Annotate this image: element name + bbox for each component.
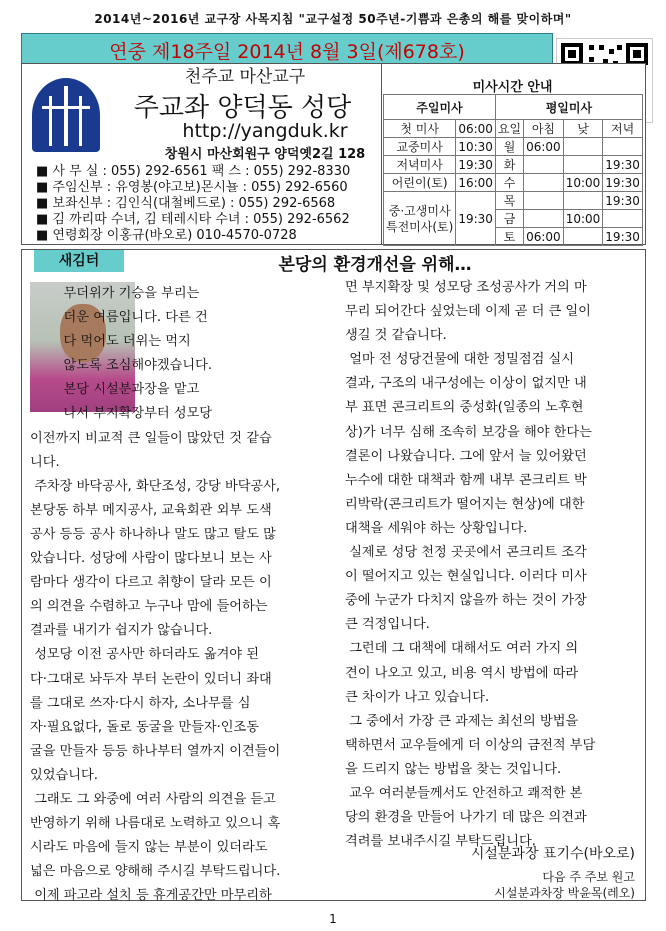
article-line: 큰 차이가 나고 있습니다. <box>345 689 490 705</box>
article-line: 않도록 조심해야겠습니다. <box>30 358 213 374</box>
weekday-evening <box>603 138 643 156</box>
article-line: 대책을 세워야 하는 상황입니다. <box>345 520 528 536</box>
weekday-noon: 10:00 <box>563 210 603 228</box>
weekday-day: 화 <box>495 156 523 174</box>
article-line: 상)가 너무 심해 조속히 보강을 해야 한다는 <box>345 424 592 440</box>
sunday-mass-name: 어린이(토) <box>384 174 456 192</box>
weekday-day: 토 <box>495 228 523 246</box>
article-left-column <box>30 282 335 908</box>
article-line: 이전까지 비교적 큰 일들이 많았던 것 같습 <box>30 430 272 446</box>
article-line: 이 떨어지고 있는 현실입니다. 이러다 미사 <box>345 569 587 585</box>
article-line: 결론이 나왔습니다. 그에 앞서 늘 있어왔던 <box>345 448 587 464</box>
article-line: 있었습니다. <box>30 767 98 783</box>
article-line: 실제로 성당 천정 곳곳에서 콘크리트 조각 <box>345 545 587 561</box>
sunday-mass-name: 교중미사 <box>384 138 456 156</box>
article-line: 리박락(콘크리트가 떨어지는 현상)에 대한 <box>345 496 585 512</box>
article-line: 그 중에서 가장 큰 과제는 최선의 방법을 <box>345 713 579 729</box>
weekday-morning <box>524 174 564 192</box>
article-line: 공사 등등 공사 하나하나 말도 많고 탈도 많 <box>30 526 276 542</box>
article-line: 았습니다. 성당에 사람이 많다보니 보는 사 <box>30 551 272 567</box>
article-line: 의 의견을 수렴하고 누구나 맘에 들어하는 <box>30 599 268 615</box>
article-line: 니다. <box>30 454 60 470</box>
weekday-day: 목 <box>495 192 523 210</box>
weekday-day: 수 <box>495 174 523 192</box>
sunday-mass-name: 중·고생미사 특전미사(토) <box>384 192 456 246</box>
article-line: 성모당 이전 공사만 하더라도 옮겨야 된 <box>30 647 259 663</box>
mass-schedule-title: 미사시간 안내 <box>472 80 553 95</box>
mass-schedule-table <box>383 94 643 246</box>
next-week-note: 다음 주 주보 원고 <box>542 870 635 884</box>
article-line: 큰 걱정입니다. <box>345 617 430 633</box>
contact-funeral-committee: ■ 연령회장 이홍규(바오로) 010-4570-0728 <box>36 228 297 243</box>
article-line: 자·필요없다, 돌로 동굴을 만들자·인조동 <box>30 719 259 735</box>
article-line: 택하면서 교우들에게 더 이상의 금전적 부담 <box>345 737 596 753</box>
weekday-col-header: 요일 <box>495 120 523 138</box>
weekday-morning <box>524 192 564 210</box>
article-line: 넓은 마음으로 양해해 주시길 부탁드립니다. <box>30 864 281 880</box>
sunday-mass-time: 06:00 <box>456 120 496 138</box>
article-signature: 시설분과장 표기수(바오로) <box>470 846 635 862</box>
article-line: 그런데 그 대책에 대해서도 여러 가지 의 <box>345 641 579 657</box>
church-website-link[interactable]: http://yangduk.kr <box>182 120 348 142</box>
table-row <box>384 192 643 210</box>
sunday-mass-time: 16:00 <box>456 174 496 192</box>
article-line: 본당 시설분과장을 맡고 <box>30 382 200 398</box>
weekday-day: 월 <box>495 138 523 156</box>
article-line: 시라도 마음에 들지 않는 부분이 있더라도 <box>30 840 268 856</box>
weekday-noon <box>563 138 603 156</box>
article-line: 본당동 하부 메지공사, 교육회관 외부 도색 <box>30 502 272 518</box>
next-week-author: 시설분과차장 박윤목(레오) <box>494 886 635 900</box>
sunday-mass-header: 주일미사 <box>384 95 496 120</box>
article-title: 본당의 환경개선을 위해… <box>278 255 472 275</box>
article-line: 면 부지확장 및 성모당 조성공사가 거의 마 <box>345 280 587 295</box>
article-line: 부 표면 콘크리트의 중성화(일종의 노후현 <box>345 400 584 416</box>
article-line: 다 먹어도 더위는 먹지 <box>30 334 191 350</box>
weekday-evening: 19:30 <box>603 228 643 246</box>
issue-date-bar <box>21 33 553 65</box>
article-line: 이제 파고라 설치 등 휴게공간만 마무리하 <box>30 888 272 904</box>
weekday-evening: 19:30 <box>603 174 643 192</box>
article-line: 격려를 보내주시길 부탁드립니다. <box>345 834 536 850</box>
contact-assistant-priest: ■ 보좌신부 : 김인식(대철베드로) : 055) 292-6568 <box>36 196 336 211</box>
article-line: 반영하기 위해 나름대로 노력하고 있으니 혹 <box>30 816 281 832</box>
article-line: 누수에 대한 대책과 함께 내부 콘크리트 박 <box>345 472 587 488</box>
article-line: 굴을 만들자 등등 하나부터 열까지 이견들이 <box>30 743 281 759</box>
table-row <box>384 138 643 156</box>
article-line: 주차장 바닥공사, 화단조성, 강당 바닥공사, <box>30 478 281 494</box>
article-line: 그래도 그 와중에 여러 사람의 의견을 듣고 <box>30 791 276 807</box>
weekday-morning: 06:00 <box>524 138 564 156</box>
article-right-column <box>345 276 637 854</box>
article-line: 얼마 전 성당건물에 대한 정밀점검 실시 <box>345 352 574 368</box>
sunday-mass-name: 저녁미사 <box>384 156 456 174</box>
weekday-day: 금 <box>495 210 523 228</box>
article-line: 무더위가 기승을 부리는 <box>30 286 200 301</box>
contact-pastor: ■ 주임신부 : 유영봉(야고보)몬시뇰 : 055) 292-6560 <box>36 180 348 195</box>
weekday-noon: 10:00 <box>563 174 603 192</box>
sunday-mass-time: 19:30 <box>456 156 496 174</box>
weekday-noon <box>563 156 603 174</box>
weekday-col-header: 낮 <box>563 120 603 138</box>
weekday-morning <box>524 156 564 174</box>
weekday-morning: 06:00 <box>524 228 564 246</box>
article-line: 람마다 생각이 다르고 취향이 달라 모든 이 <box>30 575 272 591</box>
weekday-noon <box>563 192 603 210</box>
weekday-col-header: 저녁 <box>603 120 643 138</box>
weekday-morning <box>524 210 564 228</box>
sunday-mass-name: 첫 미사 <box>384 120 456 138</box>
church-address: 창원시 마산회원구 양덕옛2길 128 <box>164 147 366 162</box>
contact-office: ■ 사 무 실 : 055) 292-6561 팩 스 : 055) 292-8330 <box>36 164 351 179</box>
section-tag: 새김터 <box>34 250 124 272</box>
issue-date: 연중 제18주일 2014년 8월 3일(제678호) <box>109 41 465 63</box>
article-line: 결과, 구조의 내구성에는 이상이 없지만 내 <box>345 376 587 392</box>
weekday-evening <box>603 210 643 228</box>
article-line: 나서 부지확장부터 성모당 <box>30 406 213 422</box>
church-logo-icon <box>32 78 100 152</box>
article-line: 을 드리지 않는 방법을 찾는 것입니다. <box>345 761 562 777</box>
weekday-noon <box>563 228 603 246</box>
article-line: 당의 환경을 만들어 나가기 데 많은 의견과 <box>345 810 587 826</box>
weekday-evening: 19:30 <box>603 192 643 210</box>
table-row <box>384 174 643 192</box>
article-line: 중에 누군가 다치지 않을까 하는 것이 가장 <box>345 593 587 609</box>
article-line: 다·그대로 놔두자 부터 논란이 있더니 좌대 <box>30 671 272 687</box>
article-line: 더운 여름입니다. 다른 건 <box>30 310 208 326</box>
article-line: 를 그대로 쓰자·다시 하자, 소나무를 심 <box>30 695 251 711</box>
church-name: 주교좌 양덕동 성당 <box>133 93 352 123</box>
table-row <box>384 120 643 138</box>
weekday-col-header: 아침 <box>524 120 564 138</box>
weekday-evening: 19:30 <box>603 156 643 174</box>
article-line: 결과를 내기가 쉽지가 않습니다. <box>30 623 213 639</box>
diocese-name: 천주교 마산교구 <box>184 67 306 87</box>
sunday-mass-time: 19:30 <box>456 192 496 246</box>
pastoral-motto-banner: 2014년~2016년 교구장 사목지침 "교구설정 50주년-기쁨과 은총의 해를 맞이하며" <box>94 12 572 26</box>
page-number: 1 <box>329 912 337 926</box>
article-line: 견이 나오고 있고, 비용 역시 방법에 따라 <box>345 665 579 681</box>
article-line: 교우 여러분들께서도 안전하고 쾌적한 본 <box>345 785 583 801</box>
article-line: 무리 되어간다 싶었는데 이제 곧 더 큰 일이 <box>345 304 591 320</box>
contact-sisters: ■ 김 까리따 수녀, 김 테레시타 수녀 : 055) 292-6562 <box>36 212 350 227</box>
article-line: 생길 것 같습니다. <box>345 328 447 344</box>
sunday-mass-time: 10:30 <box>456 138 496 156</box>
weekday-mass-header: 평일미사 <box>495 95 642 120</box>
table-row <box>384 156 643 174</box>
